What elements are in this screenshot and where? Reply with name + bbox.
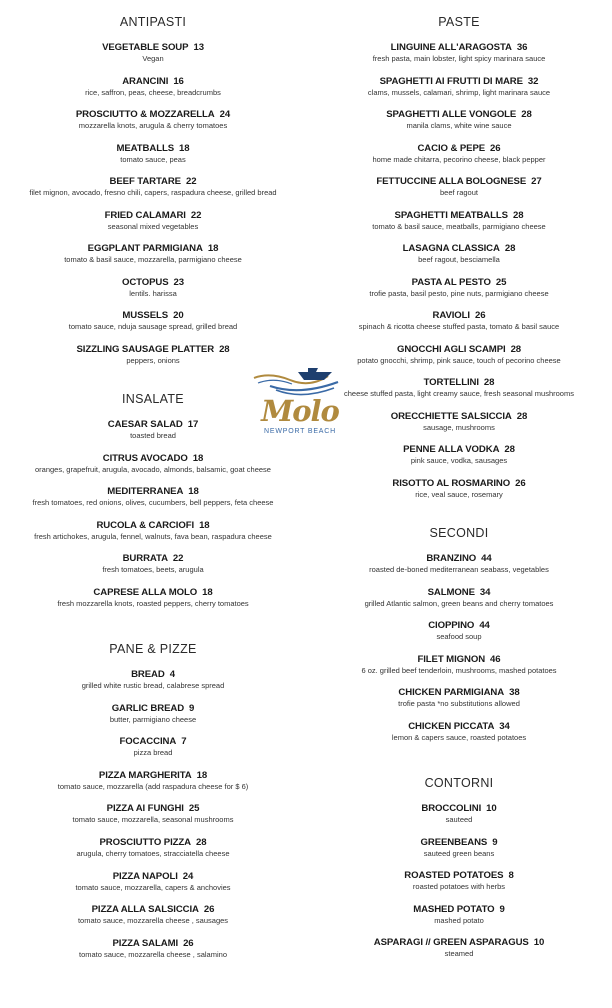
menu-item-description: fresh artichokes, arugula, fennel, walnuts, fava bean, raspadura cheese	[34, 531, 272, 541]
menu-item-name: SIZZLING SAUSAGE PLATTER	[76, 343, 215, 355]
menu-item-price: 18	[202, 587, 213, 598]
menu-item	[306, 837, 612, 859]
menu-item	[0, 486, 306, 508]
menu-item-description: seasonal mixed vegetables	[107, 221, 199, 231]
menu-item	[306, 277, 612, 299]
menu-item-description: lemon & capers sauce, roasted potatoes	[391, 732, 527, 742]
menu-item-heading	[306, 210, 612, 222]
menu-item-name: RAVIOLI	[432, 310, 470, 321]
menu-item-description: pizza bread	[133, 748, 173, 758]
menu-item-name: MUSSELS	[122, 310, 169, 321]
menu-item-description: Vegan	[142, 54, 164, 63]
menu-item-heading	[0, 143, 306, 155]
menu-item	[306, 803, 612, 825]
menu-item-description: roasted potatoes with herbs	[412, 882, 506, 891]
menu-item-description: 6 oz. grilled beef tenderloin, mushrooms, mashed potatoes	[361, 665, 557, 675]
menu-item	[0, 453, 306, 475]
menu-item-heading	[0, 453, 306, 465]
menu-item-description: rice, saffron, peas, cheese, breadcrumbs	[85, 87, 221, 97]
menu-item-description: tomato sauce, peas	[120, 154, 186, 164]
menu-item-name: BRANZINO	[426, 553, 477, 564]
menu-item-price: 18	[199, 519, 210, 531]
menu-item-price: 20	[173, 310, 184, 321]
menu-item-description: beef ragout, besciamella	[418, 255, 500, 264]
menu-item-name: PROSCIUTTO & MOZZARELLA	[75, 109, 215, 120]
menu-item-description: fresh pasta, main lobster, light spicy marinara sauce	[372, 54, 546, 63]
menu-item-name: ASPARAGI // GREEN ASPARAGUS	[373, 937, 529, 948]
menu-item-name: BROCCOLINI	[421, 803, 482, 814]
menu-item-name: OCTOPUS	[121, 276, 169, 288]
menu-item	[306, 243, 612, 265]
menu-item	[306, 42, 612, 64]
menu-item-name: ARANCINI	[122, 75, 169, 87]
menu-item-price: 26	[490, 142, 501, 154]
menu-item-heading	[0, 703, 306, 715]
menu-item-heading	[0, 553, 306, 565]
menu-item-heading	[0, 871, 306, 883]
menu-item-heading	[0, 520, 306, 532]
menu-item-price: 46	[490, 653, 501, 665]
section-secondi	[306, 526, 612, 742]
menu-item-description: home made chitarra, pecorino cheese, black pepper	[372, 154, 546, 164]
menu-item	[0, 587, 306, 609]
menu-item-name: SPAGHETTI ALLE VONGOLE	[386, 109, 517, 120]
menu-item	[306, 310, 612, 332]
menu-item-name: MEATBALLS	[116, 142, 175, 154]
menu-item-price: 26	[203, 904, 215, 916]
menu-item-name: SPAGHETTI AI FRUTTI DI MARE	[379, 75, 523, 87]
menu-item-heading	[306, 176, 612, 188]
menu-item-price: 28	[510, 343, 522, 355]
menu-item-description: sauteed	[445, 815, 473, 824]
menu-item-heading	[306, 620, 612, 632]
menu-item	[306, 687, 612, 709]
logo-wordmark: Molo	[261, 394, 339, 428]
menu-item-description: tomato sauce, mozzarella cheese , sausages	[77, 916, 229, 926]
menu-item-heading	[306, 937, 612, 949]
menu-item-description: filet mignon, avocado, fresno chili, capers, raspadura cheese, grilled bread	[29, 188, 277, 197]
menu-item	[0, 736, 306, 758]
menu-item-price: 28	[483, 377, 495, 388]
menu-item	[0, 109, 306, 131]
menu-item-heading	[0, 310, 306, 322]
menu-item-price: 26	[183, 937, 194, 949]
menu-item-name: SPAGHETTI MEATBALLS	[394, 209, 508, 221]
menu-item-heading	[0, 42, 306, 54]
menu-item-name: CITRUS AVOCADO	[102, 452, 188, 464]
menu-item-heading	[0, 210, 306, 222]
menu-item-name: CIOPPINO	[428, 620, 475, 631]
menu-item-price: 44	[479, 620, 490, 631]
menu-item	[0, 938, 306, 960]
menu-item-heading	[306, 687, 612, 699]
menu-item-price: 9	[189, 702, 195, 714]
menu-item	[306, 553, 612, 575]
menu-item-description: toasted bread	[130, 431, 176, 440]
menu-item	[306, 937, 612, 959]
menu-item-price: 13	[193, 42, 204, 53]
menu-item-heading	[306, 42, 612, 54]
logo-location: NEWPORT BEACH	[264, 428, 336, 435]
menu-item-description: grilled white rustic bread, calabrese spread	[81, 681, 225, 690]
menu-item	[0, 143, 306, 165]
menu-item-heading	[0, 803, 306, 815]
menu-item	[306, 904, 612, 926]
menu-item	[306, 587, 612, 609]
menu-item-price: 18	[179, 142, 190, 154]
molo-logo	[250, 360, 350, 440]
menu-item	[306, 654, 612, 676]
menu-item-name: TORTELLINI	[423, 377, 479, 388]
menu-item-name: FRIED CALAMARI	[104, 209, 186, 221]
menu-item-price: 22	[185, 176, 197, 187]
menu-item-description: mozzarella knots, arugula & cherry tomatoes	[78, 121, 228, 130]
menu-item-price: 28	[219, 343, 230, 355]
menu-item-price: 38	[509, 687, 520, 698]
menu-item-name: CHICKEN PARMIGIANA	[398, 687, 505, 698]
menu-item-heading	[306, 377, 612, 389]
menu-item-price: 28	[521, 109, 532, 120]
menu-item-name: MASHED POTATO	[413, 903, 495, 915]
menu-item-description: potato gnocchi, shrimp, pink sauce, touch of pecorino cheese	[357, 355, 561, 365]
menu-item-description: fresh mozzarella knots, roasted peppers, cherry tomatoes	[57, 599, 249, 608]
menu-item-price: 9	[499, 903, 505, 915]
menu-item-price: 32	[527, 75, 539, 87]
menu-item	[0, 42, 306, 64]
menu-item	[306, 377, 612, 399]
menu-item-description: tomato sauce, mozzarella, capers & anchovies	[75, 882, 231, 892]
menu-item-heading	[306, 143, 612, 155]
menu-item-price: 22	[190, 209, 202, 221]
menu-item-heading	[306, 277, 612, 289]
menu-item-heading	[0, 770, 306, 782]
menu-item-description: beef ragout	[440, 188, 478, 197]
menu-item-price: 17	[187, 419, 199, 430]
menu-item-heading	[0, 587, 306, 599]
menu-item-name: LASAGNA CLASSICA	[402, 243, 500, 254]
menu-item-heading	[0, 486, 306, 498]
menu-item-name: VEGETABLE SOUP	[102, 42, 189, 53]
menu-item-heading	[0, 837, 306, 849]
menu-item-heading	[306, 654, 612, 666]
menu-item-heading	[306, 344, 612, 356]
section-title: PASTE	[438, 15, 480, 29]
menu-item-price: 10	[533, 937, 545, 948]
menu-item-price: 25	[495, 276, 507, 288]
menu-item-description: sausage, mushrooms	[423, 422, 495, 432]
menu-item-heading	[0, 344, 306, 356]
menu-item	[306, 721, 612, 743]
menu-item-description: rice, veal sauce, rosemary	[415, 489, 503, 499]
menu-item-price: 18	[196, 769, 208, 781]
menu-item-name: EGGPLANT PARMIGIANA	[87, 243, 203, 254]
menu-item-name: RISOTTO AL ROSMARINO	[392, 477, 511, 489]
menu-item-heading	[306, 310, 612, 322]
menu-item-name: ROASTED POTATOES	[404, 870, 504, 881]
menu-item-price: 28	[512, 209, 524, 221]
menu-item	[306, 444, 612, 466]
menu-item	[306, 344, 612, 366]
menu-item	[306, 143, 612, 165]
menu-item-heading	[306, 803, 612, 815]
menu-item-name: PIZZA SALAMI	[112, 937, 179, 949]
menu-item-description: sauteed green beans	[423, 848, 495, 858]
menu-item-name: CACIO & PEPE	[417, 142, 486, 154]
menu-item	[306, 870, 612, 892]
menu-item	[0, 669, 306, 691]
menu-item-name: BURRATA	[122, 553, 168, 565]
menu-item-price: 8	[508, 870, 514, 881]
menu-item-price: 28	[504, 444, 515, 455]
menu-item-name: PROSCIUTTO PIZZA	[99, 837, 191, 848]
menu-item-heading	[0, 243, 306, 255]
menu-item	[0, 243, 306, 265]
menu-item	[0, 904, 306, 926]
menu-item-description: tomato sauce, mozzarella cheese , salamino	[79, 949, 227, 959]
menu-item-price: 26	[515, 477, 526, 489]
menu-item-price: 27	[531, 176, 542, 187]
menu-item-name: FETTUCCINE ALLA BOLOGNESE	[376, 176, 527, 187]
menu-item	[0, 210, 306, 232]
menu-item-name: PENNE ALLA VODKA	[403, 444, 500, 455]
menu-item-heading	[306, 76, 612, 88]
menu-item-heading	[0, 938, 306, 950]
menu-item	[306, 109, 612, 131]
menu-item	[0, 803, 306, 825]
menu-item	[0, 76, 306, 98]
menu-item-heading	[306, 904, 612, 916]
menu-item-price: 18	[207, 243, 219, 254]
menu-item-price: 24	[182, 870, 194, 882]
menu-item-price: 34	[499, 720, 510, 732]
menu-item	[0, 277, 306, 299]
menu-item-heading	[306, 553, 612, 565]
menu-item-name: FILET MIGNON	[417, 653, 486, 665]
menu-item-description: roasted de-boned mediterranean seabass, vegetables	[369, 565, 549, 574]
menu-item-heading	[0, 277, 306, 289]
menu-item-name: PIZZA MARGHERITA	[98, 769, 192, 781]
menu-item-name: PIZZA NAPOLI	[112, 870, 178, 882]
menu-item-description: peppers, onions	[126, 355, 180, 365]
section-title: PANE & PIZZE	[109, 642, 197, 656]
section-antipasti	[0, 15, 306, 365]
menu-item-description: arugula, cherry tomatoes, stracciatella cheese	[76, 849, 230, 858]
menu-item-description: tomato & basil sauce, meatballs, parmigiano cheese	[372, 221, 546, 231]
menu-item	[306, 176, 612, 198]
menu-item-heading	[0, 176, 306, 188]
menu-item-price: 18	[188, 486, 199, 498]
menu-item-description: spinach & ricotta cheese stuffed pasta, tomato & basil sauce	[358, 322, 560, 331]
menu-item-name: PIZZA AI FUNGHI	[106, 803, 184, 815]
menu-item-name: CAESAR SALAD	[107, 419, 183, 430]
menu-item	[0, 837, 306, 859]
section-title: CONTORNI	[424, 776, 494, 790]
menu-item-name: FOCACCINA	[119, 736, 177, 748]
menu-item-description: lentils. harissa	[129, 288, 177, 298]
menu-item	[0, 520, 306, 542]
menu-item-price: 22	[172, 553, 184, 565]
menu-item-description: mashed potato	[434, 915, 484, 925]
menu-item-name: ORECCHIETTE SALSICCIA	[390, 410, 512, 422]
menu-item-heading	[0, 669, 306, 681]
menu-item	[0, 770, 306, 792]
menu-item	[306, 478, 612, 500]
menu-item-heading	[0, 109, 306, 121]
menu-item-price: 34	[479, 586, 491, 598]
menu-item	[306, 76, 612, 98]
menu-item-price: 9	[492, 836, 498, 848]
menu-item-heading	[0, 904, 306, 916]
menu-item-description: fresh tomatoes, red onions, olives, cucumbers, bell peppers, feta cheese	[32, 498, 274, 508]
menu-item-heading	[306, 837, 612, 849]
menu-item-name: GNOCCHI AGLI SCAMPI	[396, 343, 506, 355]
section-pane-pizze	[0, 642, 306, 959]
menu-item-description: trofie pasta, basil pesto, pine nuts, parmigiano cheese	[369, 288, 549, 298]
menu-item-description: fresh tomatoes, beets, arugula	[102, 565, 204, 575]
menu-item	[0, 553, 306, 575]
menu-item-description: oranges, grapefruit, arugula, avocado, almonds, balsamic, goat cheese	[35, 464, 271, 474]
menu-item-price: 28	[516, 410, 528, 422]
menu-item-name: MEDITERRANEA	[107, 486, 184, 498]
menu-item-description: seafood soup	[436, 632, 482, 641]
menu-item-heading	[306, 721, 612, 733]
menu-item-price: 16	[173, 75, 184, 87]
menu-item-description: cheese stuffed pasta, light creamy sauce, fresh seasonal mushrooms	[344, 389, 574, 398]
menu-item-description: tomato sauce, nduja sausage spread, grilled bread	[68, 322, 238, 331]
section-paste	[306, 15, 612, 499]
menu-item-heading	[306, 109, 612, 121]
menu-item-description: trofie pasta *no substitutions allowed	[398, 699, 520, 708]
menu-item-description: manila clams, white wine sauce	[406, 121, 512, 130]
section-contorni	[306, 776, 612, 958]
menu-item-price: 25	[188, 803, 200, 815]
menu-item-description: pink sauce, vodka, sausages	[410, 456, 508, 465]
menu-item	[0, 176, 306, 198]
menu-item-heading	[306, 870, 612, 882]
menu-item-heading	[306, 478, 612, 490]
menu-item-name: BREAD	[131, 669, 165, 680]
menu-item-name: PASTA AL PESTO	[411, 276, 491, 288]
section-title: SECONDI	[429, 526, 489, 540]
menu-item-price: 10	[486, 803, 497, 814]
menu-item	[306, 411, 612, 433]
section-title: INSALATE	[122, 392, 184, 406]
menu-item-heading	[306, 243, 612, 255]
menu-item-description: clams, mussels, calamari, shrimp, light marinara sauce	[367, 87, 551, 97]
menu-item-price: 44	[481, 553, 492, 564]
menu-item-name: GARLIC BREAD	[111, 702, 185, 714]
menu-item-price: 26	[475, 310, 486, 321]
menu-item-price: 18	[192, 452, 204, 464]
section-title: ANTIPASTI	[119, 15, 187, 29]
menu-item-price: 4	[169, 669, 175, 680]
menu-item-price: 36	[516, 42, 528, 53]
menu-item-heading	[306, 411, 612, 423]
menu-item-name: BEEF TARTARE	[109, 176, 181, 187]
menu-item-name: PIZZA ALLA SALSICCIA	[91, 904, 199, 916]
menu-item	[0, 703, 306, 725]
menu-item-name: GREENBEANS	[420, 836, 488, 848]
menu-item-heading	[306, 587, 612, 599]
menu-item-heading	[0, 736, 306, 748]
menu-item-price: 23	[173, 276, 185, 288]
menu-item-heading	[0, 76, 306, 88]
menu-item-description: tomato sauce, mozzarella, seasonal mushrooms	[72, 815, 234, 825]
menu-item-price: 24	[219, 109, 231, 120]
menu-item-description: butter, parmigiano cheese	[109, 714, 197, 724]
menu-item	[306, 620, 612, 642]
menu-item-name: RUCOLA & CARCIOFI	[96, 519, 195, 531]
menu-item-price: 7	[181, 736, 187, 748]
menu-item	[0, 871, 306, 893]
menu-item-description: tomato sauce, mozzarella (add raspadura cheese for $ 6)	[57, 781, 249, 791]
menu-item-description: steamed	[444, 949, 474, 958]
menu-item-price: 28	[504, 243, 516, 254]
menu-item	[0, 310, 306, 332]
menu-item-name: LINGUINE ALL'ARAGOSTA	[390, 42, 512, 53]
menu-item-heading	[306, 444, 612, 456]
menu-item-name: CAPRESE ALLA MOLO	[93, 587, 198, 598]
menu-item-description: tomato & basil sauce, mozzarella, parmigiano cheese	[64, 255, 242, 264]
menu-item-name: CHICKEN PICCATA	[408, 720, 495, 732]
menu-item-name: SALMONE	[427, 586, 475, 598]
menu-item-price: 28	[196, 837, 207, 848]
menu-item	[306, 210, 612, 232]
menu-item-description: grilled Atlantic salmon, green beans and cherry tomatoes	[364, 598, 554, 608]
